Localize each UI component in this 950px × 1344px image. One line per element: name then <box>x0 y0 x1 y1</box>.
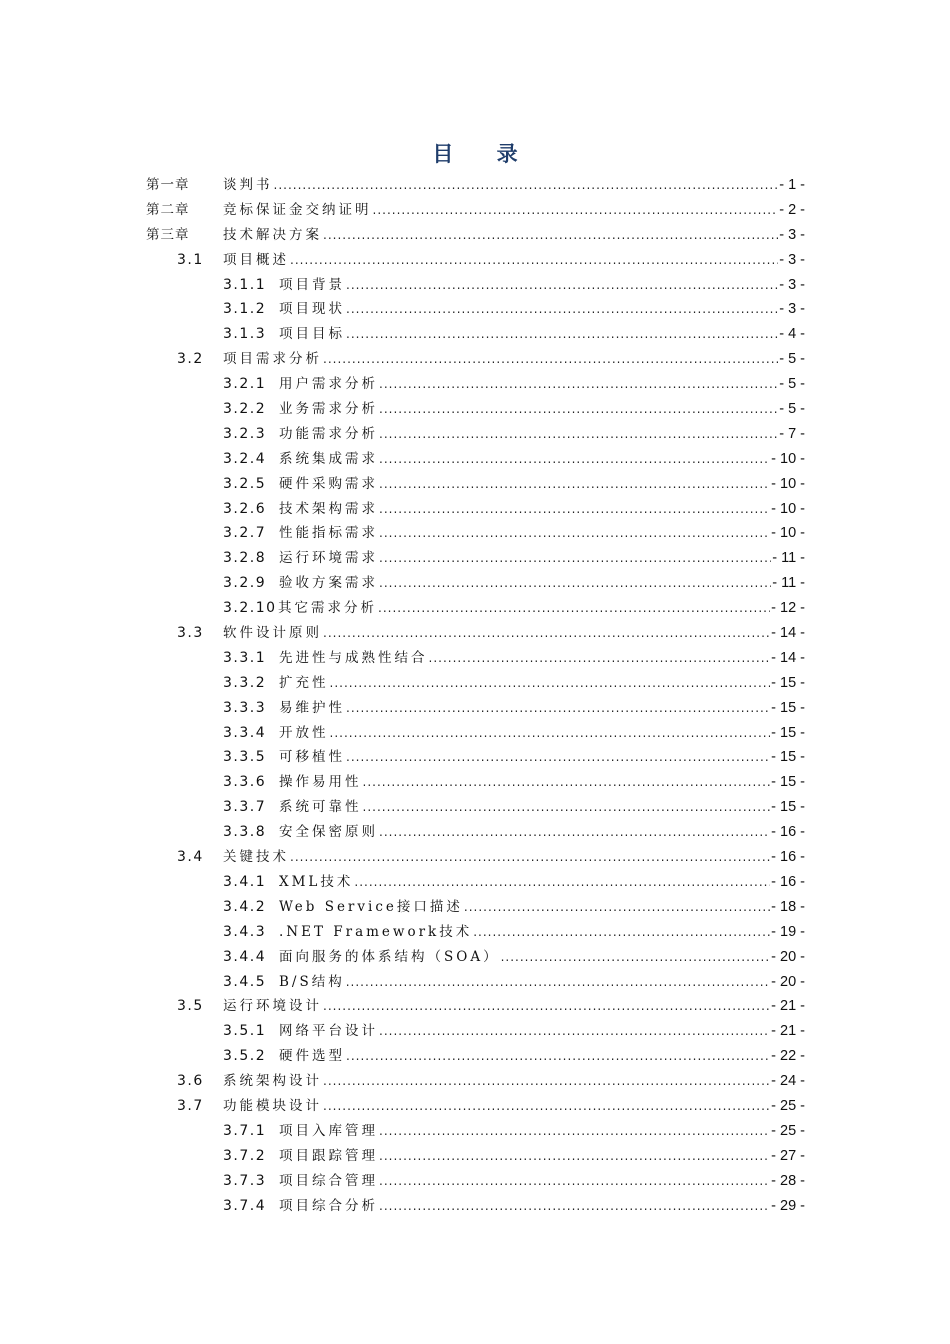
toc-entry-number: 3.7.3 <box>223 1172 267 1189</box>
toc-entry-page: - 21 - <box>771 1023 805 1040</box>
toc-entry[interactable] <box>0 596 950 621</box>
toc-entry-label: 关键技术 <box>223 849 289 866</box>
toc-entry[interactable] <box>0 422 950 447</box>
toc-entry[interactable] <box>0 472 950 497</box>
dot-leader <box>429 646 771 671</box>
toc-entry-body <box>279 696 805 721</box>
toc-entry-body <box>223 223 805 248</box>
toc-entry-page: - 10 - <box>771 450 805 467</box>
toc-entry[interactable] <box>0 297 950 322</box>
toc-entry-body <box>279 1019 805 1044</box>
dot-leader <box>346 297 778 322</box>
toc-entry-label: B/S结构 <box>279 973 345 990</box>
toc-entry-number: 3.4.4 <box>223 948 267 965</box>
toc-entry-label: 安全保密原则 <box>279 824 378 841</box>
toc-entry-label: 先进性与成熟性结合 <box>279 649 428 666</box>
toc-entry[interactable] <box>0 820 950 845</box>
toc-entry-number: 3.4.3 <box>223 923 267 940</box>
toc-entry[interactable] <box>0 273 950 298</box>
toc-entry-body <box>279 870 805 895</box>
toc-entry[interactable] <box>0 497 950 522</box>
toc-entry-number: 3.2.4 <box>223 450 267 467</box>
toc-entry-body <box>279 895 805 920</box>
toc-entry-number: 3.5.1 <box>223 1023 267 1040</box>
toc-entry-label: 运行环境需求 <box>279 550 378 567</box>
dot-leader <box>363 770 771 795</box>
toc-entry-label: 项目需求分析 <box>223 351 322 368</box>
dot-leader <box>290 248 778 273</box>
dot-leader <box>379 1019 770 1044</box>
toc-entry-body <box>279 322 805 347</box>
toc-entry-page: - 15 - <box>771 774 805 791</box>
toc-entry-body <box>279 571 805 596</box>
toc-entry-page: - 29 - <box>771 1197 805 1214</box>
toc-entry-number: 3.3.5 <box>223 749 267 766</box>
toc-entry[interactable] <box>0 994 950 1019</box>
toc-entry-number: 3.2.2 <box>223 401 267 418</box>
toc-entry-body <box>279 1194 805 1219</box>
toc-entry-label: Web Service接口描述 <box>279 898 463 915</box>
toc-entry-number: 3.2.3 <box>223 425 267 442</box>
toc-entry-page: - 7 - <box>779 425 805 442</box>
toc-entry-number: 3.1.2 <box>223 301 267 318</box>
toc-entry[interactable] <box>0 696 950 721</box>
toc-entry-label: 硬件采购需求 <box>279 475 378 492</box>
dot-leader <box>330 671 771 696</box>
toc-entry-page: - 11 - <box>772 550 805 567</box>
dot-leader <box>379 571 771 596</box>
toc-entry-page: - 1 - <box>779 177 805 193</box>
toc-entry-number: 第三章 <box>146 226 190 243</box>
toc-entry-label: 技术解决方案 <box>223 226 322 243</box>
toc-entry-number: 3.3.3 <box>223 699 267 716</box>
toc-entry-number: 3.5 <box>177 998 204 1015</box>
toc-entry-label: 谈判书 <box>223 177 273 193</box>
toc-entry[interactable] <box>0 546 950 571</box>
toc-entry-number: 3.2.9 <box>223 575 267 592</box>
dot-leader <box>379 1194 770 1219</box>
toc-entry-body <box>223 173 805 198</box>
toc-entry-label: 运行环境设计 <box>223 998 322 1015</box>
dot-leader <box>379 372 778 397</box>
toc-entry[interactable] <box>0 173 950 198</box>
toc-entry-body <box>279 273 805 298</box>
toc-entry-number: 3.4.5 <box>223 973 267 990</box>
toc-entry[interactable] <box>0 1169 950 1194</box>
dot-leader <box>379 546 771 571</box>
toc-entry-page: - 16 - <box>771 873 805 890</box>
toc-entry-page: - 18 - <box>771 898 805 915</box>
toc-entry-label: 验收方案需求 <box>279 575 378 592</box>
dot-leader <box>379 447 770 472</box>
toc-entry-body <box>279 1169 805 1194</box>
toc-entry-body <box>279 521 805 546</box>
toc-entry-body <box>279 945 805 970</box>
toc-entry-body <box>279 397 805 422</box>
toc-entry-number: 3.2 <box>177 351 204 368</box>
toc-entry-page: - 25 - <box>771 1097 805 1114</box>
toc-entry[interactable] <box>0 795 950 820</box>
toc-entry-page: - 11 - <box>772 575 805 592</box>
toc-entry[interactable] <box>0 845 950 870</box>
toc-entry[interactable] <box>0 347 950 372</box>
toc-entry-number: 3.3.8 <box>223 824 267 841</box>
dot-leader <box>378 596 770 621</box>
toc-entry[interactable] <box>0 1019 950 1044</box>
dot-leader <box>346 696 770 721</box>
toc-entry[interactable] <box>0 721 950 746</box>
toc-entry[interactable] <box>0 397 950 422</box>
toc-entry-page: - 5 - <box>779 376 805 393</box>
toc-entry-label: XML技术 <box>279 873 354 890</box>
toc-entry-body <box>279 447 805 472</box>
toc-entry-page: - 15 - <box>771 699 805 716</box>
dot-leader <box>323 347 778 372</box>
toc-entry-page: - 5 - <box>779 351 805 368</box>
toc-entry-page: - 12 - <box>771 600 805 617</box>
toc-entry-label: 功能需求分析 <box>279 425 378 442</box>
toc-entry-body <box>279 1044 805 1069</box>
toc-entry-label: 系统集成需求 <box>279 450 378 467</box>
toc-entry-page: - 28 - <box>771 1172 805 1189</box>
dot-leader <box>346 322 778 347</box>
toc-entry-label: 网络平台设计 <box>279 1023 378 1040</box>
toc-entry-number: 3.2.5 <box>223 475 267 492</box>
toc-entry-label: 功能模块设计 <box>223 1097 322 1114</box>
toc-entry-body <box>279 1119 805 1144</box>
dot-leader <box>379 1119 770 1144</box>
toc-entry-page: - 15 - <box>771 724 805 741</box>
toc-entry-body <box>223 994 805 1019</box>
toc-entry-body <box>223 621 805 646</box>
toc-entry-number: 3.2.10 <box>223 600 277 617</box>
toc-entry-body <box>279 920 805 945</box>
toc-entry-label: 性能指标需求 <box>279 525 378 542</box>
toc-entry-label: 项目概述 <box>223 251 289 268</box>
toc-entry[interactable] <box>0 745 950 770</box>
toc-entry-number: 3.2.8 <box>223 550 267 567</box>
dot-leader <box>330 721 771 746</box>
dot-leader <box>379 1169 770 1194</box>
toc-entry-label: 硬件选型 <box>279 1048 345 1065</box>
toc-entry[interactable] <box>0 1144 950 1169</box>
toc-entry-page: - 4 - <box>779 326 805 343</box>
toc-entry-body <box>279 671 805 696</box>
toc-entry-number: 3.2.1 <box>223 376 267 393</box>
toc-entry-page: - 10 - <box>771 525 805 542</box>
toc-entry-label: 易维护性 <box>279 699 345 716</box>
toc-entry-body <box>279 1144 805 1169</box>
toc-entry-body <box>279 646 805 671</box>
toc-entry[interactable] <box>0 1044 950 1069</box>
toc-entry-page: - 15 - <box>771 749 805 766</box>
toc-entry-page: - 22 - <box>771 1048 805 1065</box>
toc-entry[interactable] <box>0 895 950 920</box>
toc-entry-label: 项目目标 <box>279 326 345 343</box>
toc-entry-body <box>223 347 805 372</box>
dot-leader <box>274 173 779 198</box>
toc-entry[interactable] <box>0 945 950 970</box>
toc-entry[interactable] <box>0 322 950 347</box>
dot-leader <box>379 820 770 845</box>
toc-entry-page: - 3 - <box>779 276 805 293</box>
toc-entry-label: 项目跟踪管理 <box>279 1147 378 1164</box>
toc-entry-number: 3.4.2 <box>223 898 267 915</box>
toc-entry-page: - 16 - <box>771 849 805 866</box>
toc-entry-body <box>279 820 805 845</box>
table-of-contents <box>0 173 950 1218</box>
toc-entry-number: 第二章 <box>146 201 190 218</box>
dot-leader <box>323 621 770 646</box>
toc-entry-number: 3.1.1 <box>223 276 267 293</box>
toc-entry-page: - 2 - <box>779 201 805 218</box>
toc-entry-body <box>279 770 805 795</box>
toc-entry-label: 项目综合管理 <box>279 1172 378 1189</box>
toc-entry-label: 项目背景 <box>279 276 345 293</box>
dot-leader <box>323 1069 770 1094</box>
toc-entry-number: 3.7.4 <box>223 1197 267 1214</box>
toc-entry-body <box>279 497 805 522</box>
dot-leader <box>323 994 770 1019</box>
toc-entry-page: - 20 - <box>771 973 805 990</box>
dot-leader <box>346 1044 770 1069</box>
toc-entry[interactable] <box>0 571 950 596</box>
toc-entry-page: - 3 - <box>779 301 805 318</box>
dot-leader <box>501 945 771 970</box>
dot-leader <box>379 497 770 522</box>
dot-leader <box>373 198 779 223</box>
toc-entry-page: - 3 - <box>779 226 805 243</box>
dot-leader <box>323 1094 770 1119</box>
toc-entry-number: 第一章 <box>146 177 190 193</box>
toc-entry[interactable] <box>0 1069 950 1094</box>
toc-entry-body <box>279 422 805 447</box>
toc-entry-page: - 27 - <box>771 1147 805 1164</box>
toc-entry-number: 3.1.3 <box>223 326 267 343</box>
toc-entry-number: 3.3.4 <box>223 724 267 741</box>
toc-entry[interactable] <box>0 646 950 671</box>
dot-leader <box>379 521 770 546</box>
toc-entry-label: 可移植性 <box>279 749 345 766</box>
toc-entry-label: 操作易用性 <box>279 774 362 791</box>
toc-entry-page: - 25 - <box>771 1122 805 1139</box>
toc-entry-label: 面向服务的体系结构（SOA） <box>279 948 500 965</box>
toc-entry-page: - 15 - <box>771 674 805 691</box>
toc-entry-page: - 16 - <box>771 824 805 841</box>
toc-entry[interactable] <box>0 870 950 895</box>
dot-leader <box>290 845 770 870</box>
toc-entry-body <box>223 1069 805 1094</box>
toc-entry-body <box>279 721 805 746</box>
toc-entry-body <box>223 1094 805 1119</box>
toc-entry-label: .NET Framework技术 <box>279 923 473 940</box>
toc-entry[interactable] <box>0 970 950 995</box>
toc-entry-page: - 24 - <box>771 1073 805 1090</box>
toc-entry-label: 竞标保证金交纳证明 <box>223 201 372 218</box>
toc-entry-number: 3.2.6 <box>223 500 267 517</box>
toc-entry[interactable] <box>0 1119 950 1144</box>
toc-entry-label: 技术架构需求 <box>279 500 378 517</box>
dot-leader <box>346 273 778 298</box>
toc-entry-page: - 19 - <box>771 923 805 940</box>
dot-leader <box>379 422 778 447</box>
dot-leader <box>354 870 770 895</box>
toc-entry-number: 3.5.2 <box>223 1048 267 1065</box>
toc-entry-number: 3.4.1 <box>223 873 267 890</box>
toc-entry-body <box>279 297 805 322</box>
toc-entry-number: 3.7 <box>177 1097 204 1114</box>
toc-entry-label: 扩充性 <box>279 674 329 691</box>
toc-entry-body <box>279 795 805 820</box>
toc-entry-body <box>223 248 805 273</box>
toc-entry-number: 3.3.1 <box>223 649 267 666</box>
dot-leader <box>379 397 778 422</box>
toc-entry-page: - 14 - <box>771 625 805 642</box>
toc-entry-label: 系统架构设计 <box>223 1073 322 1090</box>
toc-entry-number: 3.4 <box>177 849 204 866</box>
dot-leader <box>464 895 770 920</box>
toc-entry-label: 用户需求分析 <box>279 376 378 393</box>
dot-leader <box>346 745 770 770</box>
toc-entry-number: 3.7.2 <box>223 1147 267 1164</box>
toc-entry-label: 业务需求分析 <box>279 401 378 418</box>
toc-entry-page: - 20 - <box>771 948 805 965</box>
toc-entry[interactable] <box>0 521 950 546</box>
toc-entry-page: - 5 - <box>779 401 805 418</box>
toc-entry-label: 系统可靠性 <box>279 799 362 816</box>
dot-leader <box>346 970 770 995</box>
dot-leader <box>323 223 778 248</box>
toc-entry[interactable] <box>0 1094 950 1119</box>
toc-entry-body <box>279 745 805 770</box>
toc-entry-label: 软件设计原则 <box>223 625 322 642</box>
toc-entry-number: 3.3.6 <box>223 774 267 791</box>
toc-entry-page: - 10 - <box>771 475 805 492</box>
dot-leader <box>363 795 771 820</box>
toc-entry-page: - 21 - <box>771 998 805 1015</box>
toc-entry-body <box>279 372 805 397</box>
toc-entry-label: 项目入库管理 <box>279 1122 378 1139</box>
toc-entry-label: 项目现状 <box>279 301 345 318</box>
toc-entry-number: 3.2.7 <box>223 525 267 542</box>
toc-entry[interactable] <box>0 1194 950 1219</box>
toc-entry-body <box>279 970 805 995</box>
toc-title: 目 录 <box>432 142 536 166</box>
toc-entry[interactable] <box>0 671 950 696</box>
toc-entry-number: 3.3.2 <box>223 674 267 691</box>
dot-leader <box>379 1144 770 1169</box>
toc-entry-label: 项目综合分析 <box>279 1197 378 1214</box>
toc-entry-body <box>278 596 805 621</box>
toc-entry-label: 其它需求分析 <box>278 600 377 617</box>
toc-entry-body <box>223 198 805 223</box>
toc-entry[interactable] <box>0 372 950 397</box>
toc-entry-page: - 10 - <box>771 500 805 517</box>
toc-entry-page: - 15 - <box>771 799 805 816</box>
toc-entry-label: 开放性 <box>279 724 329 741</box>
toc-entry[interactable] <box>0 447 950 472</box>
toc-entry-body <box>223 845 805 870</box>
toc-entry-number: 3.6 <box>177 1073 204 1090</box>
toc-entry-number: 3.7.1 <box>223 1122 267 1139</box>
toc-entry-number: 3.1 <box>177 251 204 268</box>
toc-entry-page: - 14 - <box>771 649 805 666</box>
dot-leader <box>473 920 770 945</box>
toc-entry[interactable] <box>0 198 950 223</box>
toc-entry-page: - 3 - <box>779 251 805 268</box>
toc-entry[interactable] <box>0 223 950 248</box>
toc-entry-body <box>279 546 805 571</box>
dot-leader <box>379 472 770 497</box>
toc-entry[interactable] <box>0 248 950 273</box>
toc-entry[interactable] <box>0 920 950 945</box>
toc-entry-number: 3.3 <box>177 625 204 642</box>
toc-entry-number: 3.3.7 <box>223 799 267 816</box>
toc-entry[interactable] <box>0 770 950 795</box>
toc-entry[interactable] <box>0 621 950 646</box>
toc-entry-body <box>279 472 805 497</box>
